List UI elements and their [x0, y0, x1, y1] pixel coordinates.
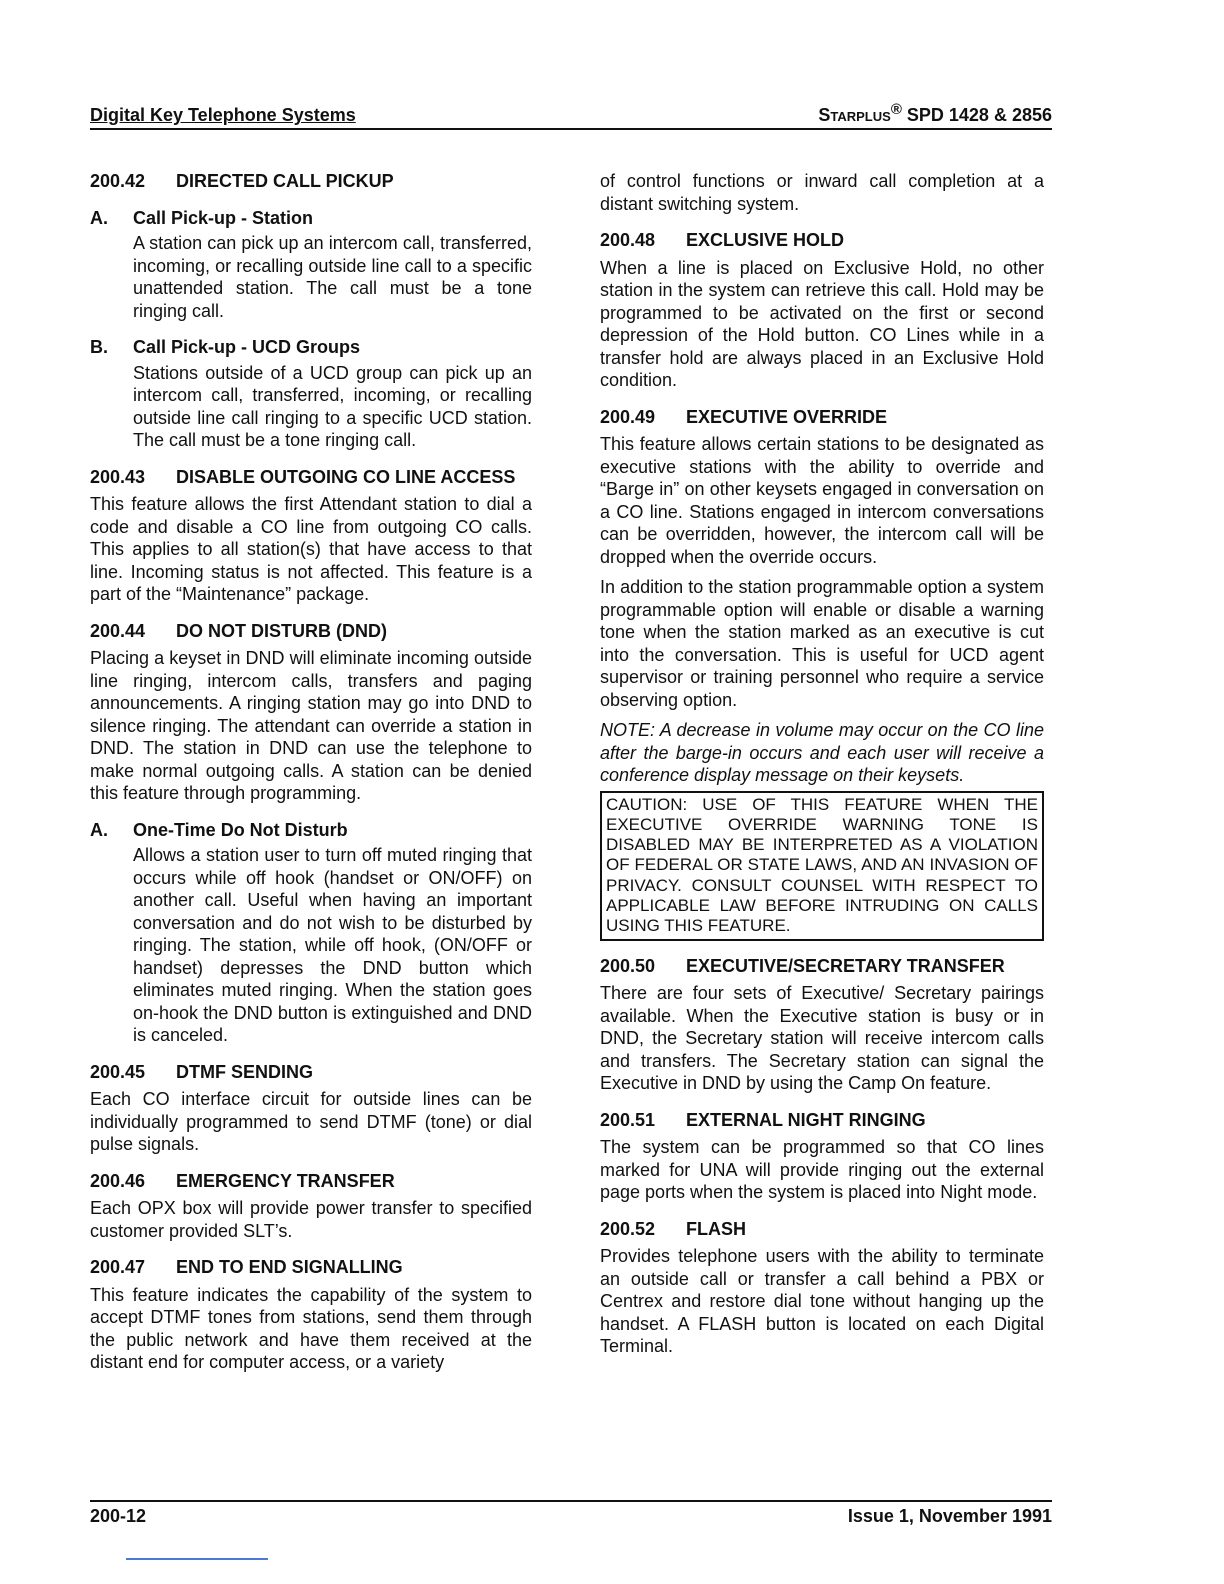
- section-heading: [600, 955, 1044, 978]
- paragraph: Provides telephone users with the ability to terminate an outside call or transfer a call behind a PBX or Centrex and restore dial tone without hanging up the handset. A FLASH button is located on each Digital Terminal.: [600, 1246, 1044, 1357]
- paragraph: This feature indicates the capability of the system to accept DTMF tones from stations, send them through the public network and have them received at the distant end for computer access, or a variety: [90, 1284, 532, 1372]
- subsection-letter: B.: [90, 337, 108, 357]
- subsection-letter: A.: [90, 819, 108, 840]
- section-number: 200.47: [90, 1257, 146, 1277]
- section-title: FLASH: [686, 1218, 746, 1239]
- section-number: 200.50: [600, 955, 656, 976]
- paragraph: Allows a station user to turn off muted ringing that occurs while off hook (handset or ON/OFF) on another call. Useful when having an important conversation and do not wish to be disturbed by ringing. The station, while off hook, (ON/OFF or handset) depresses the DND button which eliminates muted ringing. When the station goes on-hook the DND button is extinguished and DND is canceled.: [133, 845, 532, 1045]
- subsection-heading: [90, 819, 532, 842]
- scan-artifact-line: [126, 1558, 268, 1560]
- paragraph: This feature allows certain stations to be designated as executive stations with the ability to override and “Barge in” on other keysets engaged in conversation on a CO line. Stations engaged in intercom conversations can be overridden, however, the intercom call will be dropped when the override occurs.: [600, 434, 1044, 567]
- section-title: END TO END SIGNALLING: [176, 1257, 403, 1277]
- paragraph: This feature allows the first Attendant station to dial a code and disable a CO line from outgoing CO calls. This applies to all station(s) that have access to that line. Incoming status is not affected. This feature is a part of the “Maintenance” package.: [90, 494, 532, 604]
- note: NOTE: A decrease in volume may occur on the CO line after the barge-in occurs and each user will receive a conference display message on their keysets.: [600, 720, 1044, 785]
- paragraph: When a line is placed on Exclusive Hold, no other station in the system can retrieve this call. Hold may be programmed to be activated on the first or second depression of the Hold button. CO Lines while in a transfer hold are always placed in an Exclusive Hold condition.: [600, 257, 1044, 390]
- paragraph: In addition to the station programmable option a system programmable option will enable or disable a warning tone when the station marked as an executive is cut into the conversation. This is useful for UCD agent supervisor or training personnel who require a service observing option.: [600, 577, 1044, 710]
- section-title: DO NOT DISTURB (DND): [176, 620, 387, 641]
- section-title: EXECUTIVE OVERRIDE: [686, 406, 888, 427]
- caution-box: CAUTION: USE OF THIS FEATURE WHEN THE EXECUTIVE OVERRIDE WARNING TONE IS DISABLED MAY BE INTERPRETED AS A VIOLATION OF FEDERAL OR STATE LAWS, AND AN INVASION OF PRIVACY. CONSULT COUNSEL WITH RESPECT TO APPLICABLE LAW BEFORE INTRUDING ON CALLS USING THIS FEATURE.: [600, 791, 1044, 941]
- section-heading: [90, 1256, 532, 1279]
- paragraph-continued: of control functions or inward call completion at a distant switching system.: [600, 171, 1044, 214]
- section-number: 200.44: [90, 620, 146, 641]
- subsection-letter: A.: [90, 207, 108, 228]
- paragraph: The system can be programmed so that CO lines marked for UNA will provide ringing out the external page ports when the system is placed into Night mode.: [600, 1137, 1044, 1203]
- page-footer: [90, 1500, 1052, 1532]
- section-title: EXECUTIVE/SECRETARY TRANSFER: [686, 955, 1005, 976]
- section-title: DIRECTED CALL PICKUP: [176, 171, 394, 191]
- subsection-title: Call Pick-up - Station: [133, 207, 314, 228]
- section-number: 200.45: [90, 1061, 146, 1082]
- section-number: 200.51: [600, 1109, 656, 1130]
- subsection-heading: [90, 336, 532, 359]
- section-heading: [90, 1061, 532, 1084]
- section-heading: [600, 406, 1044, 429]
- section-number: 200.48: [600, 230, 656, 250]
- left-column: [90, 170, 532, 1382]
- subsection-title: Call Pick-up - UCD Groups: [133, 337, 361, 357]
- subsection-heading: [90, 207, 532, 230]
- header-product: [818, 101, 1052, 126]
- paragraph: Each OPX box will provide power transfer to specified customer provided SLT’s.: [90, 1198, 532, 1241]
- section-heading: [90, 1170, 532, 1193]
- section-number: 200.42: [90, 171, 146, 191]
- section-title: DTMF SENDING: [176, 1061, 313, 1082]
- section-number: 200.43: [90, 466, 146, 487]
- section-heading: [90, 466, 532, 489]
- subsection-title: One-Time Do Not Disturb: [133, 819, 348, 840]
- section-number: 200.46: [90, 1170, 146, 1191]
- section-title: EXTERNAL NIGHT RINGING: [686, 1109, 926, 1130]
- right-column: [600, 170, 1044, 1366]
- paragraph: A station can pick up an intercom call, transferred, incoming, or recalling outside line call to a specific unattended station. The call must be a tone ringing call.: [133, 233, 532, 321]
- section-number: 200.49: [600, 406, 656, 427]
- registered-mark: ®: [890, 101, 902, 118]
- section-heading: [600, 1218, 1044, 1241]
- page-header: [90, 101, 1052, 130]
- paragraph: There are four sets of Executive/ Secretary pairings available. When the Executive station is busy or in DND, the Secretary station will receive intercom calls and transfers. The Secretary station can signal the Executive in DND by using the Camp On feature.: [600, 983, 1044, 1094]
- issue-date: Issue 1, November 1991: [847, 1506, 1052, 1526]
- section-heading: [90, 620, 532, 643]
- page-number: 200-12: [90, 1506, 147, 1526]
- paragraph: Each CO interface circuit for outside lines can be individually programmed to send DTMF (tone) or dial pulse signals.: [90, 1089, 532, 1154]
- section-title: EMERGENCY TRANSFER: [176, 1170, 395, 1191]
- section-number: 200.52: [600, 1218, 656, 1239]
- paragraph: Stations outside of a UCD group can pick up an intercom call, transferred, incoming, or recalling outside line call ringing to a specific UCD station. The call must be a tone ringing call.: [133, 362, 532, 450]
- section-heading: [90, 170, 532, 193]
- section-title: DISABLE OUTGOING CO LINE ACCESS: [176, 466, 516, 487]
- section-heading: [600, 229, 1044, 252]
- header-model: SPD 1428 & 2856: [906, 105, 1052, 125]
- paragraph: Placing a keyset in DND will eliminate incoming outside line ringing, intercom calls, transfers and paging announcements. A ringing station may go into DND to silence ringing. The attendant can override a station in DND. The station in DND can use the telephone to make normal outgoing calls. A station can be denied this feature through programming.: [90, 648, 532, 803]
- header-title: Digital Key Telephone Systems: [90, 105, 356, 125]
- section-title: EXCLUSIVE HOLD: [686, 230, 845, 250]
- section-heading: [600, 1109, 1044, 1132]
- header-brand: Starplus: [818, 105, 891, 125]
